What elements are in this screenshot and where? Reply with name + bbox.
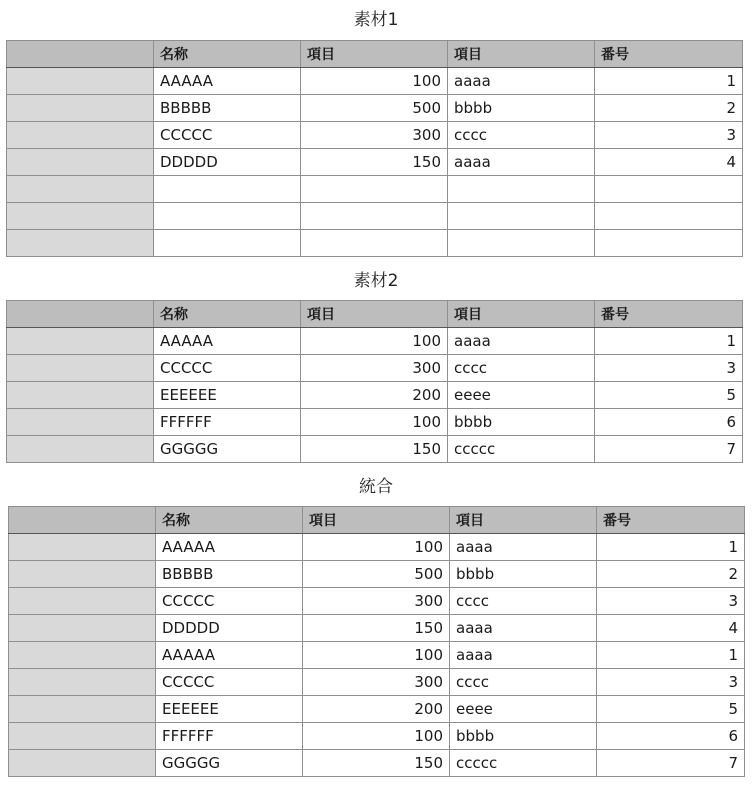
value-cell xyxy=(301,203,448,230)
value-cell xyxy=(301,230,448,257)
row-header-cell xyxy=(9,723,156,750)
number-cell: 4 xyxy=(597,615,745,642)
item-cell: bbbb xyxy=(448,95,595,122)
number-cell: 1 xyxy=(595,68,743,95)
item-cell: aaaa xyxy=(450,534,597,561)
value-cell: 200 xyxy=(303,696,450,723)
table-row xyxy=(7,68,743,95)
item-cell xyxy=(448,203,595,230)
name-cell: BBBBB xyxy=(154,95,301,122)
name-cell xyxy=(154,230,301,257)
row-header-cell xyxy=(9,588,156,615)
row-header-cell xyxy=(9,642,156,669)
column-header: 名称 xyxy=(154,301,301,328)
name-cell: EEEEEE xyxy=(156,696,303,723)
table-row xyxy=(7,176,743,203)
table-row xyxy=(7,355,743,382)
number-cell: 4 xyxy=(595,149,743,176)
column-header: 項目 xyxy=(301,41,448,68)
name-cell: AAAAA xyxy=(156,642,303,669)
number-cell xyxy=(595,176,743,203)
number-cell: 1 xyxy=(597,534,745,561)
value-cell: 100 xyxy=(301,68,448,95)
name-cell: FFFFFF xyxy=(156,723,303,750)
item-cell: eeee xyxy=(450,696,597,723)
row-header-cell xyxy=(9,696,156,723)
table-row xyxy=(7,328,743,355)
table-row xyxy=(9,561,745,588)
number-cell: 2 xyxy=(597,561,745,588)
item-cell: ccccc xyxy=(448,436,595,463)
number-cell: 5 xyxy=(597,696,745,723)
name-cell: DDDDD xyxy=(154,149,301,176)
name-cell: DDDDD xyxy=(156,615,303,642)
row-header-cell xyxy=(9,669,156,696)
name-cell: GGGGG xyxy=(156,750,303,777)
item-cell: bbbb xyxy=(448,409,595,436)
name-cell: AAAAA xyxy=(154,328,301,355)
number-cell: 6 xyxy=(595,409,743,436)
table-sozai2 xyxy=(6,300,743,463)
row-header-cell xyxy=(7,409,154,436)
column-header: 名称 xyxy=(156,507,303,534)
column-header: 番号 xyxy=(595,301,743,328)
corner-header-cell xyxy=(7,41,154,68)
value-cell: 500 xyxy=(301,95,448,122)
value-cell: 200 xyxy=(301,382,448,409)
value-cell: 500 xyxy=(303,561,450,588)
name-cell: CCCCC xyxy=(154,122,301,149)
number-cell: 5 xyxy=(595,382,743,409)
value-cell: 300 xyxy=(301,355,448,382)
table-row xyxy=(9,696,745,723)
table-row xyxy=(7,382,743,409)
item-cell: aaaa xyxy=(450,615,597,642)
header-row xyxy=(7,41,743,68)
table-sozai1 xyxy=(6,40,743,257)
row-header-cell xyxy=(7,355,154,382)
name-cell: AAAAA xyxy=(154,68,301,95)
row-header-cell xyxy=(7,436,154,463)
name-cell xyxy=(154,176,301,203)
row-header-cell xyxy=(7,328,154,355)
header-row xyxy=(9,507,745,534)
table-title-tougou: 統合 xyxy=(359,477,393,497)
table-row xyxy=(7,436,743,463)
item-cell: aaaa xyxy=(448,68,595,95)
row-header-cell xyxy=(9,561,156,588)
table-row xyxy=(7,230,743,257)
value-cell: 150 xyxy=(301,436,448,463)
column-header: 名称 xyxy=(154,41,301,68)
row-header-cell xyxy=(7,230,154,257)
column-header: 項目 xyxy=(450,507,597,534)
name-cell: EEEEEE xyxy=(154,382,301,409)
row-header-cell xyxy=(9,615,156,642)
value-cell: 300 xyxy=(303,669,450,696)
name-cell: CCCCC xyxy=(156,669,303,696)
number-cell xyxy=(595,203,743,230)
name-cell: BBBBB xyxy=(156,561,303,588)
value-cell: 150 xyxy=(303,750,450,777)
item-cell: bbbb xyxy=(450,561,597,588)
item-cell: bbbb xyxy=(450,723,597,750)
number-cell: 3 xyxy=(595,355,743,382)
table-row xyxy=(7,122,743,149)
header-row xyxy=(7,301,743,328)
value-cell xyxy=(301,176,448,203)
number-cell: 3 xyxy=(595,122,743,149)
table-title-sozai2: 素材2 xyxy=(353,271,399,291)
name-cell: CCCCC xyxy=(156,588,303,615)
row-header-cell xyxy=(7,68,154,95)
value-cell: 100 xyxy=(301,328,448,355)
item-cell: aaaa xyxy=(448,149,595,176)
column-header: 項目 xyxy=(448,41,595,68)
table-row xyxy=(9,750,745,777)
name-cell: FFFFFF xyxy=(154,409,301,436)
value-cell: 300 xyxy=(301,122,448,149)
table-row xyxy=(9,669,745,696)
table-row xyxy=(7,203,743,230)
value-cell: 100 xyxy=(303,723,450,750)
number-cell: 1 xyxy=(597,642,745,669)
table-row xyxy=(9,615,745,642)
number-cell: 6 xyxy=(597,723,745,750)
row-header-cell xyxy=(7,122,154,149)
value-cell: 150 xyxy=(303,615,450,642)
item-cell xyxy=(448,176,595,203)
row-header-cell xyxy=(7,382,154,409)
number-cell: 7 xyxy=(597,750,745,777)
row-header-cell xyxy=(9,534,156,561)
value-cell: 100 xyxy=(303,534,450,561)
table-row xyxy=(9,642,745,669)
column-header: 項目 xyxy=(301,301,448,328)
number-cell: 1 xyxy=(595,328,743,355)
value-cell: 150 xyxy=(301,149,448,176)
number-cell: 3 xyxy=(597,669,745,696)
column-header: 項目 xyxy=(303,507,450,534)
number-cell: 3 xyxy=(597,588,745,615)
table-title-sozai1: 素材1 xyxy=(353,10,399,30)
value-cell: 100 xyxy=(301,409,448,436)
row-header-cell xyxy=(7,176,154,203)
item-cell: aaaa xyxy=(450,642,597,669)
table-row xyxy=(7,149,743,176)
table-tougou xyxy=(8,506,745,777)
number-cell xyxy=(595,230,743,257)
row-header-cell xyxy=(7,95,154,122)
row-header-cell xyxy=(7,149,154,176)
corner-header-cell xyxy=(7,301,154,328)
item-cell: aaaa xyxy=(448,328,595,355)
item-cell xyxy=(448,230,595,257)
row-header-cell xyxy=(7,203,154,230)
name-cell: GGGGG xyxy=(154,436,301,463)
item-cell: ccccc xyxy=(450,750,597,777)
table-row xyxy=(7,95,743,122)
number-cell: 7 xyxy=(595,436,743,463)
name-cell: CCCCC xyxy=(154,355,301,382)
item-cell: cccc xyxy=(448,122,595,149)
row-header-cell xyxy=(9,750,156,777)
item-cell: eeee xyxy=(448,382,595,409)
item-cell: cccc xyxy=(450,588,597,615)
table-row xyxy=(7,409,743,436)
item-cell: cccc xyxy=(448,355,595,382)
column-header: 項目 xyxy=(448,301,595,328)
column-header: 番号 xyxy=(597,507,745,534)
value-cell: 300 xyxy=(303,588,450,615)
table-row xyxy=(9,588,745,615)
column-header: 番号 xyxy=(595,41,743,68)
table-row xyxy=(9,723,745,750)
table-row xyxy=(9,534,745,561)
name-cell: AAAAA xyxy=(156,534,303,561)
name-cell xyxy=(154,203,301,230)
item-cell: cccc xyxy=(450,669,597,696)
number-cell: 2 xyxy=(595,95,743,122)
corner-header-cell xyxy=(9,507,156,534)
value-cell: 100 xyxy=(303,642,450,669)
